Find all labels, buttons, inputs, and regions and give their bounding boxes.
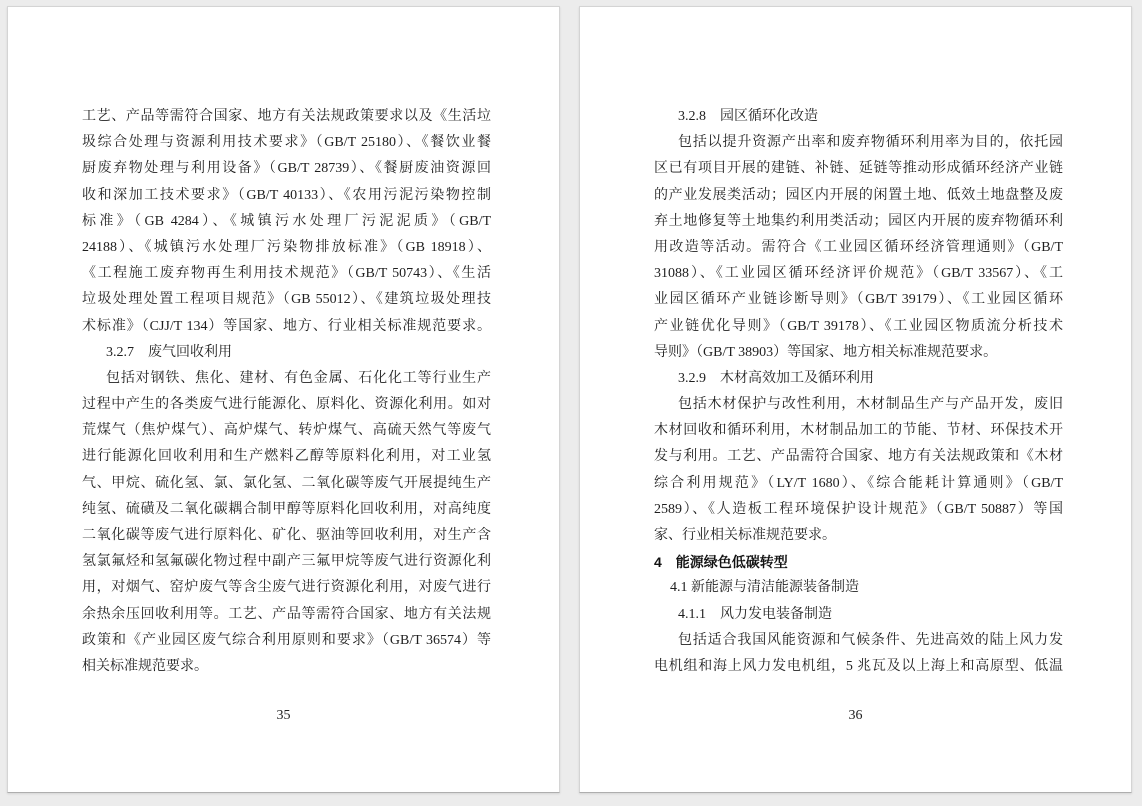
text-line: 术标准》（CJJ/T 134）等国家、地方、行业相关标准规范要求。 — [82, 318, 491, 334]
text-line: 包括适合我国风能资源和气候条件、先进高效的陆上风力发 — [678, 632, 1063, 648]
text-line: 标准》（GB 4284）、《城镇污水处理厂污泥泥质》（GB/T — [82, 213, 491, 229]
heading-line: 4.1.1 风力发电装备制造 — [678, 606, 832, 622]
text-line: 政策和《产业园区废气综合利用原则和要求》（GB/T 36574）等 — [82, 632, 491, 648]
text-line: 圾综合处理与资源利用技术要求》（GB/T 25180）、《餐饮业餐 — [82, 135, 491, 151]
text-line: 业园区循环产业链诊断导则》（GB/T 39179）、《工业园区循环 — [654, 292, 1063, 308]
text-line: 家、行业相关标准规范要求。 — [654, 528, 836, 543]
text-line: 的产业发展类活动；园区内开展的闲置土地、低效土地盘整及废 — [654, 187, 1063, 203]
text-line: 用，对烟气、窑炉废气等含尘废气进行资源化利用，对废气进行 — [82, 580, 491, 596]
text-line: 2589）、《人造板工程环境保护设计规范》（GB/T 50887）等国 — [654, 501, 1063, 517]
text-line: 发与利用。工艺、产品需符合国家、地方有关法规政策和《木材 — [654, 449, 1063, 465]
text-line: 收和深加工技术要求》（GB/T 40133）、《农用污泥污染物控制 — [82, 187, 491, 203]
page-number-36: 36 — [848, 708, 863, 723]
heading-line: 3.2.7 废气回收利用 — [106, 344, 232, 360]
text-line: 电机组和海上风力发电机组，5 兆瓦及以上海上和高原型、低温 — [654, 658, 1063, 674]
text-line: 垃圾处理处置工程项目规范》（GB 55012）、《建筑垃圾处理技 — [82, 292, 491, 308]
text-line: 氢氯氟烃和氢氟碳化物过程中副产三氟甲烷等废气进行资源化利 — [82, 554, 491, 570]
page-35-text-block — [82, 104, 491, 680]
text-line: 工艺、产品等需符合国家、地方有关法规政策要求以及《生活垃 — [82, 109, 491, 124]
text-line: 31088）、《工业园区循环经济评价规范》（GB/T 33567）、《工 — [654, 266, 1063, 282]
text-line: 余热余压回收利用等。工艺、产品等需符合国家、地方有关法规 — [82, 606, 491, 622]
text-line: 用改造等活动。需符合《工业园区循环经济管理通则》（GB/T — [654, 239, 1063, 255]
text-line: 区已有项目开展的建链、补链、延链等推动形成循环经济产业链 — [654, 161, 1063, 177]
text-line: 产业链优化导则》（GB/T 39178）、《工业园区物质流分析技术 — [654, 318, 1063, 334]
text-line: 过程中产生的各类废气进行能源化、原料化、资源化利用。如对 — [82, 397, 491, 413]
text-line: 24188）、《城镇污水处理厂污染物排放标准》（GB 18918）、 — [82, 239, 491, 255]
heading-line: 4.1 新能源与清洁能源装备制造 — [670, 580, 859, 596]
text-line: 综合利用规范》（LY/T 1680）、《综合能耗计算通则》（GB/T — [654, 475, 1063, 491]
text-line: 导则》（GB/T 38903）等国家、地方相关标准规范要求。 — [654, 344, 998, 360]
heading-line: 3.2.9 木材高效加工及循环利用 — [678, 370, 874, 386]
text-line: 弃土地修复等土地集约利用类活动；园区内开展的废弃物循环利 — [654, 213, 1063, 229]
text-line: 木材回收和循环利用，木材制品加工的节能、节材、环保技术开 — [654, 423, 1063, 439]
page-36-text-block — [654, 104, 1063, 680]
page-35 — [7, 6, 560, 793]
heading-line: 3.2.8 园区循环化改造 — [678, 109, 818, 124]
text-line: 相关标准规范要求。 — [82, 658, 208, 674]
heading-line: 4 能源绿色低碳转型 — [654, 554, 788, 571]
page-36 — [579, 6, 1132, 793]
text-line: 厨废弃物处理与利用设备》（GB/T 28739）、《餐厨废油资源回 — [82, 161, 491, 177]
text-line: 进行能源化回收利用和生产燃料乙醇等原料化利用，对工业氢 — [82, 449, 491, 465]
text-line: 包括木材保护与改性利用，木材制品生产与产品开发，废旧 — [678, 397, 1063, 413]
text-line: 包括以提升资源产出率和废弃物循环利用率为目的，依托园 — [678, 135, 1063, 151]
text-line: 气、甲烷、硫化氢、氯、氯化氢、二氧化碳等废气开展提纯生产 — [82, 475, 491, 491]
text-line: 《工程施工废弃物再生利用技术规范》（GB/T 50743）、《生活 — [82, 266, 491, 282]
text-line: 包括对钢铁、焦化、建材、有色金属、石化化工等行业生产 — [106, 370, 491, 386]
text-line: 荒煤气（焦炉煤气）、高炉煤气、转炉煤气、高硫天然气等废气 — [82, 423, 491, 439]
page-number-35: 35 — [276, 708, 291, 723]
text-line: 二氧化碳等废气进行原料化、矿化、驱油等回收利用，对生产含 — [82, 528, 491, 543]
text-line: 纯氢、硫磺及二氧化碳耦合制甲醇等原料化回收利用，对高纯度 — [82, 501, 491, 517]
